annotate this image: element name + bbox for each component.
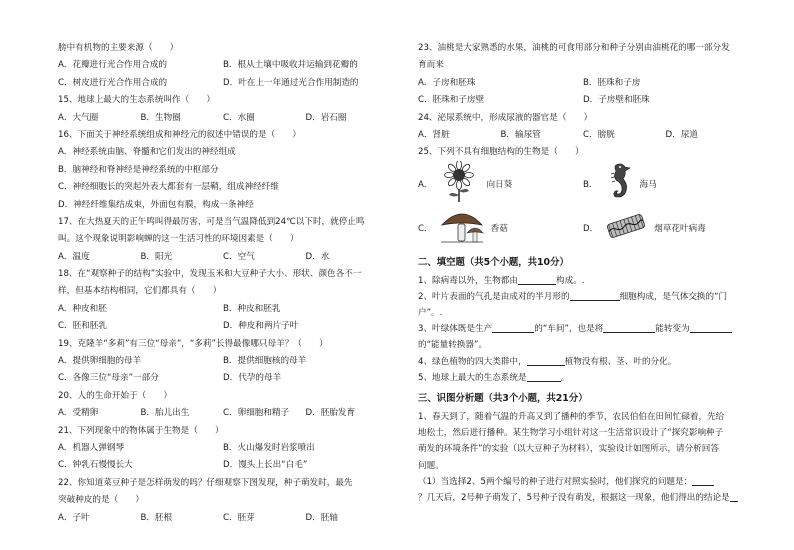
sunflower-icon: [438, 161, 480, 206]
q25-option-a: [418, 161, 583, 206]
q16-option-a: A．神经系统由脑、脊髓和它们发出的神经组成: [58, 147, 236, 158]
q15-options: [58, 110, 388, 127]
fill-q4-text-b: 植物没有根、茎、叶的分化。: [564, 356, 677, 367]
q25-option-d-letter: D．: [583, 223, 599, 234]
q20-option-c: C．卵细胞和精子: [223, 408, 290, 419]
q16-option-b: B．脑神经和脊神经是神经系统的中枢部分: [58, 164, 219, 175]
q15-option-b: B．生物圈: [140, 112, 181, 123]
q17-option-c: C．空气: [223, 251, 255, 262]
fill-q1-text-b: 构成。.: [556, 275, 585, 286]
q16-stem: 16、下面关于神经系统组成和神经元的叙述中错误的是（ ）: [58, 129, 301, 140]
fill-q4-text-a: 4、绿色植物的四大类群中，: [418, 356, 527, 367]
q14-options-row-2: [58, 75, 388, 92]
seahorse-icon: [604, 161, 634, 206]
q18-option-d: D．种皮和两片子叶: [223, 321, 299, 332]
analysis-q1-line-1: 1、春天到了，随着气温的升高又到了播种的季节，农民伯伯在田间忙碌着，先给: [418, 412, 725, 423]
q24-stem: 24、泌尿系统中，形成尿液的器官是（ ）: [418, 112, 593, 123]
tobacco-mosaic-virus-icon: [604, 207, 648, 248]
q21-options-row-1: [58, 440, 388, 457]
q19-option-a: A．提供卵细胞的母羊: [58, 356, 142, 367]
fill-q3-blank-1[interactable]: [492, 322, 534, 333]
q23-option-c: C．胚珠和子房壁: [418, 95, 485, 106]
analysis-q1-sub1-text-2: ？几天后，2号种子萌发了，5号种子没有萌发，根据这一现象，他们得出的结论是: [418, 492, 730, 503]
fill-q1: [418, 273, 748, 289]
fill-q1-text-a: 1、除病毒以外，生物都由: [418, 275, 518, 286]
q17-options: [58, 249, 388, 266]
fill-q5: [418, 370, 748, 386]
fill-q2: [418, 289, 748, 305]
q21-option-d: D．馒头上长出“白毛”: [223, 460, 308, 471]
q25-option-a-letter: A．: [418, 179, 433, 190]
q25-option-d-name: 烟草花叶病毒: [654, 223, 706, 234]
q19-option-c: C．各像三位“母亲”一部分: [58, 373, 159, 384]
fill-q2-continued: 户”。.: [418, 308, 443, 319]
fill-q2-blank[interactable]: [570, 290, 620, 301]
q24-option-c: C．膀胱: [583, 129, 615, 140]
q18-stem-line-1: 18、在“观察种子的结构”实验中，发现玉米和大豆种子大小、形状、颜色各不一: [58, 269, 362, 280]
q25-option-b-name: 海马: [639, 179, 657, 190]
q18-option-c: C．胚和胚乳: [58, 321, 107, 332]
q14-option-d: D．叶在上一年通过光合作用制造的: [223, 77, 359, 88]
q22-option-c: C．胚芽: [223, 512, 255, 523]
q21-options-row-2: [58, 457, 388, 474]
q14-stem-tail: 膀中有机物的主要来源（ ）: [58, 43, 179, 53]
fill-q2-text-b: 细胞构成，是气体交换的“门: [619, 291, 728, 302]
section-2-title: 二、填空题（共5个小题，共10分）: [418, 256, 569, 268]
q19-option-d: D．代孕的母羊: [223, 373, 282, 384]
q18-stem-line-2: 样，但基本结构相同，它们都具有（ ）: [58, 286, 222, 297]
q17-option-d: D．水: [305, 251, 330, 262]
fill-q1-blank[interactable]: [518, 274, 556, 285]
q25-figure-row-1: [418, 162, 748, 206]
analysis-q1-line-2: 地松土，然后进行播种。某生物学习小组针对这一生活常识设计了“探究影响种子: [418, 428, 724, 439]
q21-option-b: B．火山爆发时岩浆喷出: [223, 442, 315, 453]
fill-q3-text-a: 3、叶绿体既是生产: [418, 324, 493, 335]
q19-stem: 19、克隆羊“多莉”有三位“母亲”，“多莉”长得最像哪只母羊？（ ）: [58, 338, 328, 349]
q23-option-a: A．子房和胚珠: [418, 77, 476, 88]
q20-stem: 20、人的生命开始于（ ）: [58, 390, 173, 401]
q16-option-d: D．神经纤维集结成束，外面包有膜，构成一条神经: [58, 199, 254, 210]
right-column: [418, 40, 748, 506]
q23-stem-line-1: 23、油桃是大家熟悉的水果，油桃的可食用部分和种子分别由油桃花的哪一部分发: [418, 43, 730, 53]
q19-options-row-1: [58, 353, 388, 370]
q23-option-d: D．子房壁和胚珠: [583, 95, 650, 106]
analysis-q1-sub1-blank-2[interactable]: [730, 491, 738, 502]
analysis-q1-line-4: 问题。: [418, 460, 444, 471]
q18-option-a: A．种皮和胚: [58, 303, 107, 314]
q23-stem-line-2: 育而来: [418, 60, 444, 71]
analysis-q1-sub1-text: （1）当选择2、5两个编号的种子进行对照实验时，他们探究的问题是：: [418, 476, 693, 487]
left-column: [58, 40, 388, 527]
q15-stem: 15、地球上最大的生态系统叫作（ ）: [58, 95, 216, 106]
fill-q3-text-c: 能转变为: [655, 324, 690, 335]
fill-q4: [418, 354, 748, 370]
q18-options-row-1: [58, 301, 388, 318]
q25-option-c: [418, 207, 583, 248]
fill-q3-continued: 的“能量转换器”。: [418, 340, 488, 351]
analysis-q1-sub1-continued: [418, 490, 748, 506]
fill-q3-blank-2[interactable]: [603, 322, 655, 333]
q16-option-c: C．神经细胞长的突起外表大都套有一层鞘，组成神经纤维: [58, 182, 279, 193]
fill-q3-text-b: 的“车间”，也是将: [534, 324, 604, 335]
q21-option-a: A．机器人弹钢琴: [58, 442, 125, 453]
q22-option-b: B．胚根: [140, 512, 173, 523]
q14-option-c: C．树皮进行光合作用合成的: [58, 77, 168, 88]
q22-stem-line-2: 突破种皮的是（ ）: [58, 495, 144, 506]
q17-stem-line-1: 17、在大热夏天的正午鸣叫得最厉害，可是当气温降低到24℃以下时，就停止鸣: [58, 216, 365, 227]
q24-option-d: D．尿道: [665, 129, 698, 140]
q22-stem-line-1: 22、你知道菜豆种子是怎样萌发的吗？仔细观察下图发现，种子萌发时，最先: [58, 477, 353, 488]
fill-q3: [418, 321, 748, 337]
q20-options: [58, 405, 388, 422]
analysis-q1-sub1-blank[interactable]: [692, 475, 714, 486]
analysis-q1-line-3: 萌发的环境条件”的实验（以大豆种子为材料），实验设计如图所示，请分析回答: [418, 444, 719, 455]
q19-option-b: B．提供细胞核的母羊: [223, 356, 307, 367]
mushroom-icon: [439, 207, 485, 248]
q18-options-row-2: [58, 318, 388, 335]
fill-q2-text-a: 2、叶片表面的气孔是由成对的半月形的: [418, 291, 570, 302]
q19-options-row-2: [58, 370, 388, 387]
q17-option-a: A．温度: [58, 251, 90, 262]
q17-option-b: B．阳光: [140, 251, 173, 262]
q23-options-row-1: [418, 75, 748, 92]
q14-option-a: A．花瓣进行光合作用合成的: [58, 60, 168, 71]
q25-option-b-letter: B．: [583, 179, 598, 190]
q23-option-b: B．胚珠和子房: [583, 77, 641, 88]
q25-option-c-letter: C．: [418, 223, 433, 234]
q24-option-a: A．肾脏: [418, 129, 450, 140]
q25-figure-row-2: [418, 206, 748, 250]
q20-option-a: A．受精卵: [58, 408, 99, 419]
fill-q4-blank[interactable]: [527, 355, 565, 366]
q24-option-b: B．输尿管: [500, 129, 541, 140]
q14-options-row-1: [58, 57, 388, 74]
q15-option-d: D．岩石圈: [305, 112, 347, 123]
q25-option-b: [583, 161, 748, 206]
q20-option-b: B．胎儿出生: [140, 408, 190, 419]
q23-options-row-2: [418, 92, 748, 109]
q25-option-a-name: 向日葵: [486, 179, 513, 190]
fill-q5-text-b: 。: [560, 372, 570, 383]
q17-stem-line-2: 叫。这个现象说明影响蝉的这一生活习性的环境因素是（ ）: [58, 234, 299, 245]
fill-q5-blank[interactable]: [527, 371, 561, 382]
q22-option-d: D．胚轴: [305, 512, 338, 523]
q25-option-c-name: 香菇: [490, 223, 508, 234]
q21-stem: 21、下列现象中的物体属于生物是（ ）: [58, 425, 224, 436]
q21-option-c: C．钟乳石慢慢长大: [58, 460, 133, 471]
fill-q3-blank-3[interactable]: [690, 322, 732, 333]
analysis-q1-sub1: [418, 474, 748, 490]
q20-option-d: D．胚胎发育: [305, 408, 356, 419]
q15-option-c: C．水圈: [223, 112, 255, 123]
q25-stem: 25、下列不具有细胞结构的生物是（ ）: [418, 147, 584, 158]
q14-option-b: B．根从土壤中吸收并运输到花瓣的: [223, 60, 358, 71]
q22-options: [58, 510, 388, 527]
q24-options: [418, 127, 748, 144]
q18-option-b: B．种皮和胚乳: [223, 303, 281, 314]
fill-q5-text-a: 5、地球上最大的生态系统是: [418, 372, 527, 383]
section-3-title: 三、识图分析题（共3个小题，共21分）: [418, 393, 588, 405]
q22-option-a: A．子叶: [58, 512, 90, 523]
q15-option-a: A．大气圈: [58, 112, 99, 123]
q25-option-d: [583, 207, 748, 248]
